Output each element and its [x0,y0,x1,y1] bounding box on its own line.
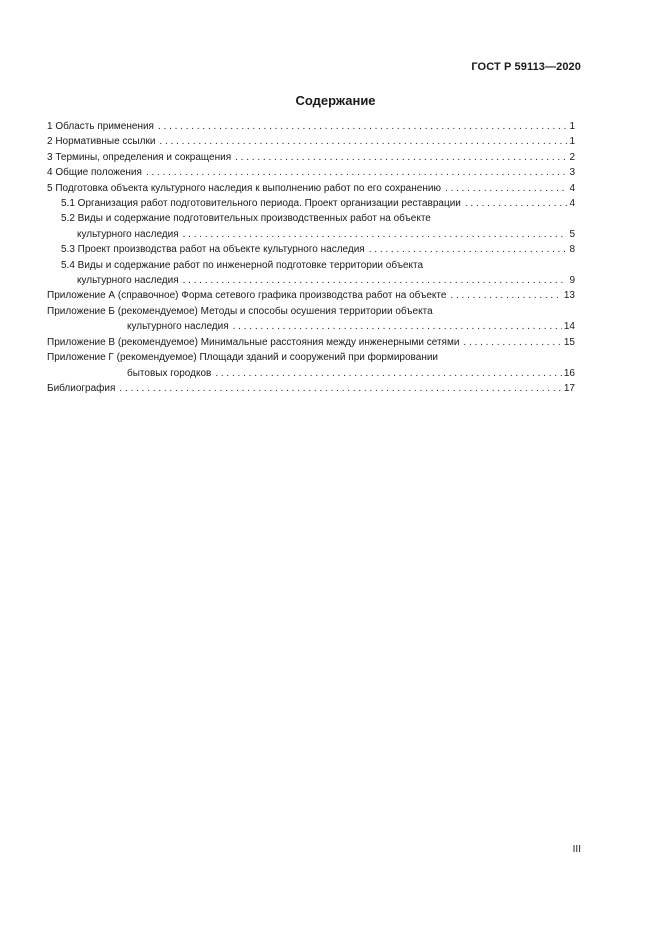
toc-entry-text: Библиография [47,382,116,394]
toc-page-number: 4 [569,198,575,210]
toc-entry[interactable] [47,381,575,396]
toc-entry-text-continued: культурного наследия [127,321,229,333]
toc-entry[interactable] [47,119,575,134]
table-of-contents [47,119,575,396]
toc-page-number: 1 [569,121,575,132]
toc-page-number: 13 [563,290,575,302]
toc-entry-text-continued: бытовых городков [127,367,212,379]
toc-entry[interactable] [47,335,575,350]
dot-leader [159,134,567,149]
toc-entry-text: 2 Нормативные ссылки [47,136,156,148]
toc-entry[interactable] [47,196,575,211]
toc-entry[interactable] [47,165,575,180]
page-number: III [572,844,581,855]
toc-entry-text: 5.4 Виды и содержание работ по инженерной подготовке территории объекта [61,259,424,271]
toc-entry[interactable] [47,350,575,381]
toc-entry[interactable] [47,242,575,257]
toc-page-number: 4 [569,182,575,194]
doc-code: ГОСТ Р 59113—2020 [471,61,581,73]
toc-page-number: 5 [569,228,575,240]
toc-page-number: 9 [569,275,575,287]
toc-entry[interactable] [47,288,575,303]
dot-leader [183,273,568,288]
dot-leader [146,165,568,180]
toc-entry-text: 3 Термины, определения и сокращения [47,151,232,163]
toc-page-number: 3 [569,167,575,179]
dot-leader [369,242,568,257]
toc-page-number: 8 [569,244,575,256]
dot-leader [215,366,562,381]
toc-page-number: 17 [563,382,575,394]
toc-entry-text-continued: культурного наследия [77,228,179,240]
toc-entry-text: 5.3 Проект производства работ на объекте культурного наследия [61,244,365,256]
toc-title: Содержание [295,93,376,108]
toc-entry-text: Приложение А (справочное) Форма сетевого графика производства работ на объекте [47,290,447,302]
toc-entry[interactable] [47,258,575,289]
toc-entry-text: 1 Область применения [47,121,154,132]
toc-entry[interactable] [47,304,575,335]
dot-leader [445,181,567,196]
dot-leader [119,381,561,396]
toc-page-number: 2 [569,151,575,163]
toc-page-number: 14 [563,321,575,333]
dot-leader [465,196,568,211]
toc-entry-text: 4 Общие положения [47,167,142,179]
toc-entry-text: Приложение В (рекомендуемое) Минимальные расстояния между инженерными сетями [47,336,460,348]
toc-entry-text-continued: культурного наследия [77,275,179,287]
toc-entry[interactable] [47,211,575,242]
toc-page-number: 15 [563,336,575,348]
toc-page-number: 16 [563,367,575,379]
dot-leader [235,150,567,165]
dot-leader [183,227,568,242]
dot-leader [158,119,567,134]
toc-page-number: 1 [569,136,575,148]
toc-entry-text: 5.2 Виды и содержание подготовительных производственных работ на объекте [61,213,431,225]
toc-entry[interactable] [47,181,575,196]
toc-entry[interactable] [47,134,575,149]
dot-leader [450,288,561,303]
dot-leader [233,319,562,334]
toc-entry-text: Приложение Б (рекомендуемое) Методы и способы осушения территории объекта [47,305,433,317]
toc-entry[interactable] [47,150,575,165]
toc-entry-text: 5 Подготовка объекта культурного наследия к выполнению работ по его сохранению [47,182,441,194]
toc-entry-text: Приложение Г (рекомендуемое) Площади зданий и сооружений при формировании [47,352,439,364]
dot-leader [463,335,561,350]
toc-entry-text: 5.1 Организация работ подготовительного периода. Проект организации реставрации [61,198,461,210]
